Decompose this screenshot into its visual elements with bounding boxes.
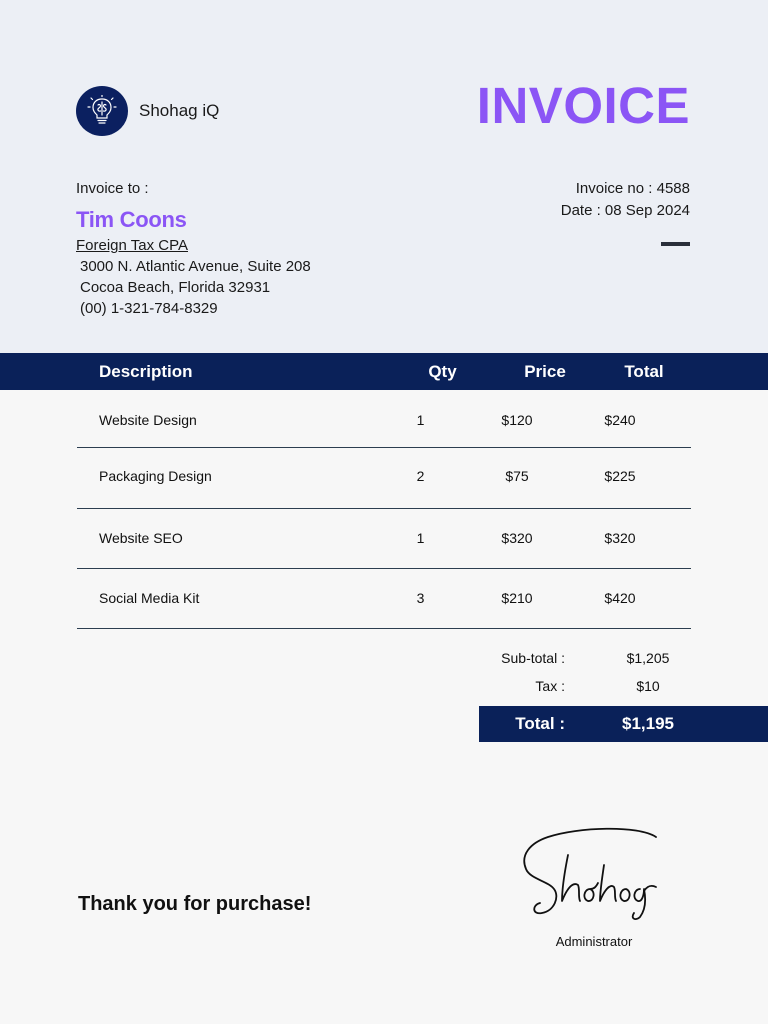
- invoice-date: Date : 08 Sep 2024: [560, 202, 690, 219]
- tax-label: Tax :: [535, 678, 565, 694]
- row-price: $210: [501, 590, 533, 606]
- row-price: $120: [501, 412, 533, 428]
- row-qty: 3: [416, 590, 425, 606]
- brand-logo: [76, 86, 219, 136]
- row-description: Packaging Design: [99, 468, 212, 484]
- row-description: Website Design: [99, 412, 197, 428]
- row-price: $75: [505, 468, 529, 484]
- invoice-title: INVOICE: [476, 77, 690, 134]
- address-line-1: 3000 N. Atlantic Avenue, Suite 208: [80, 258, 311, 275]
- bill-to-block: [76, 180, 311, 317]
- row-description: Social Media Kit: [99, 590, 200, 606]
- row-divider: [77, 447, 691, 448]
- client-name: Tim Coons: [76, 207, 187, 232]
- row-total: $225: [604, 468, 636, 484]
- total-value: $1,195: [622, 714, 674, 733]
- grand-total-band: [479, 706, 768, 742]
- row-total: $420: [604, 590, 636, 606]
- table-header: [0, 353, 768, 390]
- address-line-2: Cocoa Beach, Florida 32931: [80, 279, 271, 296]
- signature-role: Administrator: [555, 934, 633, 949]
- thank-you-message: Thank you for purchase!: [78, 893, 312, 915]
- invoice-meta: [561, 180, 690, 224]
- header-description: Description: [99, 362, 193, 381]
- total-label: Total :: [515, 714, 565, 733]
- row-price: $320: [501, 530, 533, 546]
- subtotal-label: Sub-total :: [501, 650, 565, 666]
- row-qty: 1: [416, 530, 425, 546]
- row-divider: [77, 568, 691, 569]
- row-qty: 1: [416, 412, 425, 428]
- bill-to-label: Invoice to :: [76, 180, 149, 197]
- header-total: Total: [624, 362, 664, 381]
- row-divider: [77, 508, 691, 509]
- meta-divider: [661, 242, 690, 246]
- tax-value: $10: [636, 678, 660, 694]
- client-company: Foreign Tax CPA: [76, 237, 188, 254]
- row-total: $320: [604, 530, 636, 546]
- client-phone: (00) 1-321-784-8329: [80, 300, 218, 317]
- brand-name: Shohag iQ: [139, 101, 220, 120]
- row-divider: [77, 628, 691, 629]
- subtotal-value: $1,205: [626, 650, 670, 666]
- signature-image: [518, 825, 668, 925]
- header-qty: Qty: [428, 362, 457, 381]
- row-qty: 2: [416, 468, 425, 484]
- invoice-number: Invoice no : 4588: [575, 180, 690, 197]
- row-description: Website SEO: [99, 530, 183, 546]
- lightbulb-brain-icon: [76, 86, 128, 136]
- row-total: $240: [604, 412, 636, 428]
- header-price: Price: [524, 362, 566, 381]
